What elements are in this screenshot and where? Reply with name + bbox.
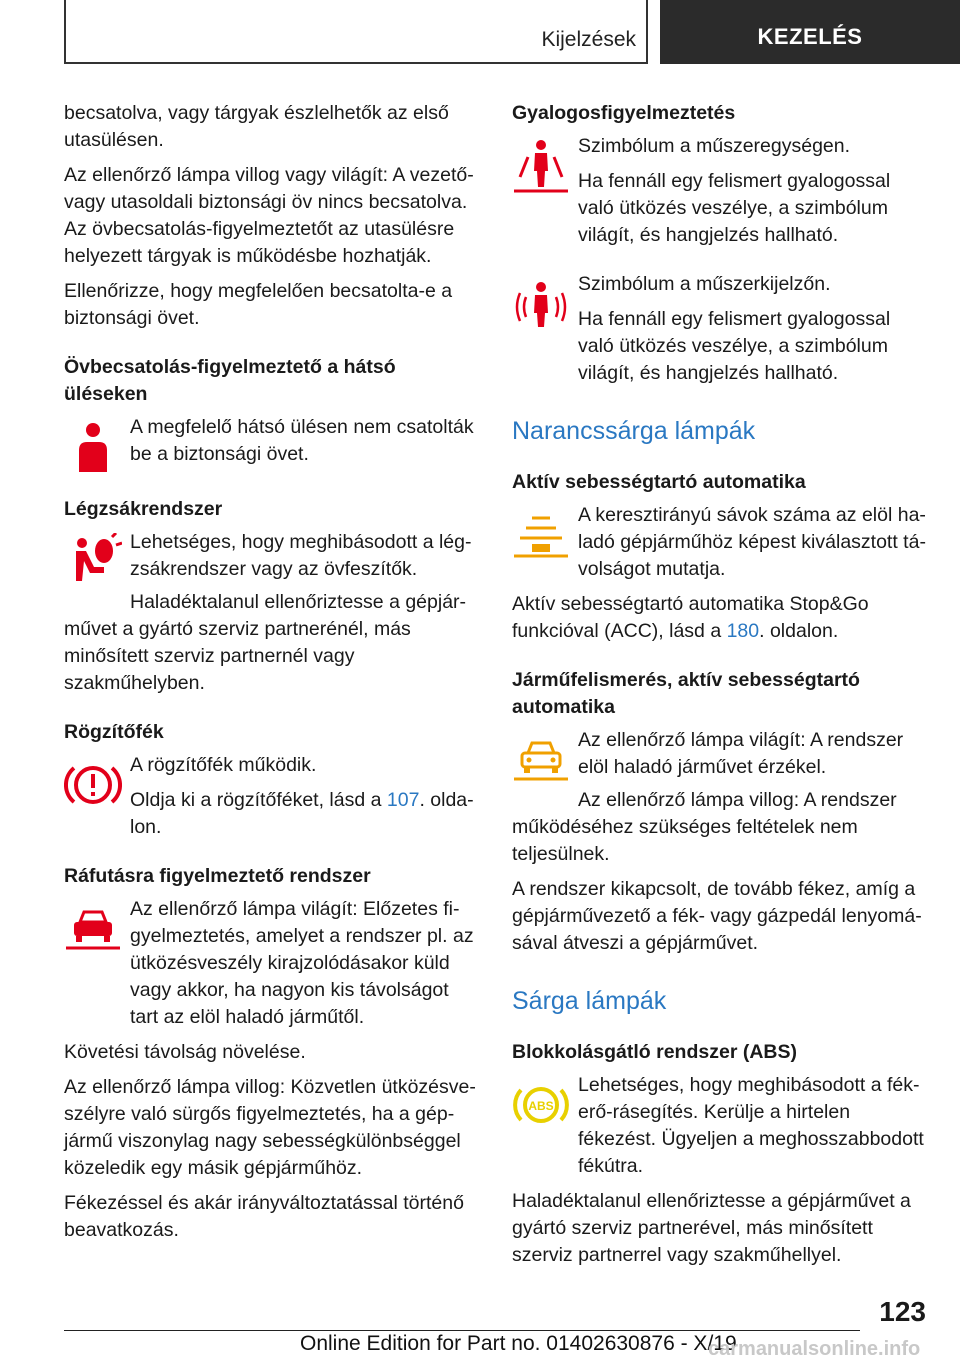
section-heading: Övbecsatolás-figyelmeztető a hátsó üléseken [64,356,396,405]
paragraph: Ha fennáll egy felismert gyalogossal való ütközés veszélye, a szimbólum világít, és hangjelzés hallható. [578,308,891,384]
page-number: 123 [879,1296,926,1327]
paragraph: Az ellenőrző lámpa világít: A rendszer elöl haladó járművet érzékel. [578,729,904,778]
symbol-row [512,133,926,249]
paragraph: Fékezéssel és akár irányváltoztatással történő beavatkozás. [64,1192,464,1241]
chapter-heading: Narancssárga lámpák [512,417,756,445]
paragraph: Az ellenőrző lámpa villog vagy világít: A vezető- vagy utasoldali biztonsági öv nincs becsatolva. Az övbecsatolás-figyelmeztetőt az utasülésre helyezett tárgyak is működésbe hozhatják. [64,164,474,267]
pedestrian-sound-icon [512,275,570,333]
section-heading: Gyalogosfigyelmeztetés [512,102,736,124]
paragraph: Követési távolság növelése. [64,1041,306,1063]
section-heading: Aktív sebességtartó automatika [512,471,806,493]
vehicle-detected-icon [512,731,570,789]
paragraph: Ellenőrizze, hogy megfelelően becsatolta-e a biztonsági övet. [64,280,453,329]
paragraph [130,787,476,841]
symbol-row [64,414,476,474]
text: Oldja ki a rögzítőféket, lásd a [130,789,387,811]
paragraph: A rögzítőfék működik. [130,754,317,776]
paragraph: A rendszer kikapcsolt, de tovább fékez, amíg a gépjárművezető a fék- vagy gázpedál lenyomásával átveszi a gépjárművet. [512,878,922,954]
person-seat-icon [64,418,122,476]
symbol-row [512,502,926,583]
car-warning-icon [64,900,122,958]
paragraph: A megfelelő hátsó ülésen nem csatolták be a biztonsági övet. [130,416,474,465]
footer-divider [64,1330,860,1331]
paragraph: becsatolva, vagy tárgyak észlelhetők az első utasülésen. [64,102,449,151]
paragraph: A keresztirányú sávok száma az elöl haladó gépjárműhöz képest kiválasztott távolságot mutatja. [578,504,926,580]
section-heading: Légzsákrendszer [64,498,223,520]
symbol-row [64,896,476,1031]
section-heading: Blokkolásgátló rendszer (ABS) [512,1041,797,1063]
paragraph: Lehetséges, hogy meghibásodott a fékerő-rásegítés. Kerülje a hirtelen fékezést. Ügyeljen a meghosszabbodott fékútra. [578,1074,924,1177]
header-tab[interactable]: KEZELÉS [660,0,960,64]
paragraph: Haladéktalanul ellenőriztesse a gépjárművet a gyártó szerviz partnerénél, más minősített szerviz partnernél vagy szakműhelyben. [64,591,467,694]
abs-icon [512,1076,570,1134]
watermark: carmanualsonline.info [708,1338,921,1360]
paragraph: Haladéktalanul ellenőriztesse a gépjárművet a gyártó szerviz partnerével, más minősített szerviz partnerrel vagy szakműhellyel. [512,1190,911,1266]
text: . oldalon. [130,789,474,838]
pedestrian-icon [512,137,570,195]
paragraph: Lehetséges, hogy meghibásodott a légzsákrendszer vagy az övfeszítők. [130,531,472,580]
symbol-row [512,727,926,787]
right-column [512,100,926,1277]
symbol-row [64,529,476,589]
footer-text: Online Edition for Part no. 01402630876 - X/19 [300,1332,737,1355]
airbag-icon [64,533,122,591]
chapter-heading: Sárga lámpák [512,987,667,1015]
text: Aktív sebességtartó automatika Stop&Go funkcióval (ACC), lásd a [512,593,869,642]
parking-brake-icon [64,756,122,814]
section-heading: Rögzítőfék [64,721,164,743]
abs-icon-label: ABS [528,1099,554,1113]
paragraph: Szimbólum a műszerkijelzőn. [578,273,831,295]
paragraph [512,591,926,645]
symbol-row [512,1072,926,1180]
text: . oldalon. [759,620,839,642]
paragraph: Az ellenőrző lámpa villog: A rendszer működéséhez szükséges feltételek nem teljesülnek. [512,789,897,865]
symbol-row [512,271,926,387]
symbol-row [64,752,476,841]
header-section-title: Kijelzések [541,28,636,51]
cruise-distance-icon [512,506,570,564]
paragraph: Ha fennáll egy felismert gyalogossal való ütközés veszélye, a szimbólum világít, és hangjelzés hallható. [578,170,891,246]
paragraph: Az ellenőrző lámpa villog: Közvetlen ütközésveszélyre való sürgős figyelmeztetés, ha a gépjármű viszonylag nagy sebességkülönbséggel közeledik egy másik gépjárműhöz. [64,1076,476,1179]
paragraph: Szimbólum a műszeregységen. [578,135,851,157]
left-column [64,100,476,1252]
section-heading: Járműfelismerés, aktív sebességtartó automatika [512,669,860,718]
paragraph: Az ellenőrző lámpa világít: Előzetes figyelmeztetés, amelyet a rendszer pl. az ütközésveszély kirajzolódásakor küld vagy akkor, ha nagyon kis távolságot tart az elöl haladó járműtől. [130,898,474,1028]
page-link[interactable]: 180 [726,620,760,642]
page-link[interactable]: 107 [386,789,420,811]
section-heading: Ráfutásra figyelmeztető rendszer [64,865,371,887]
